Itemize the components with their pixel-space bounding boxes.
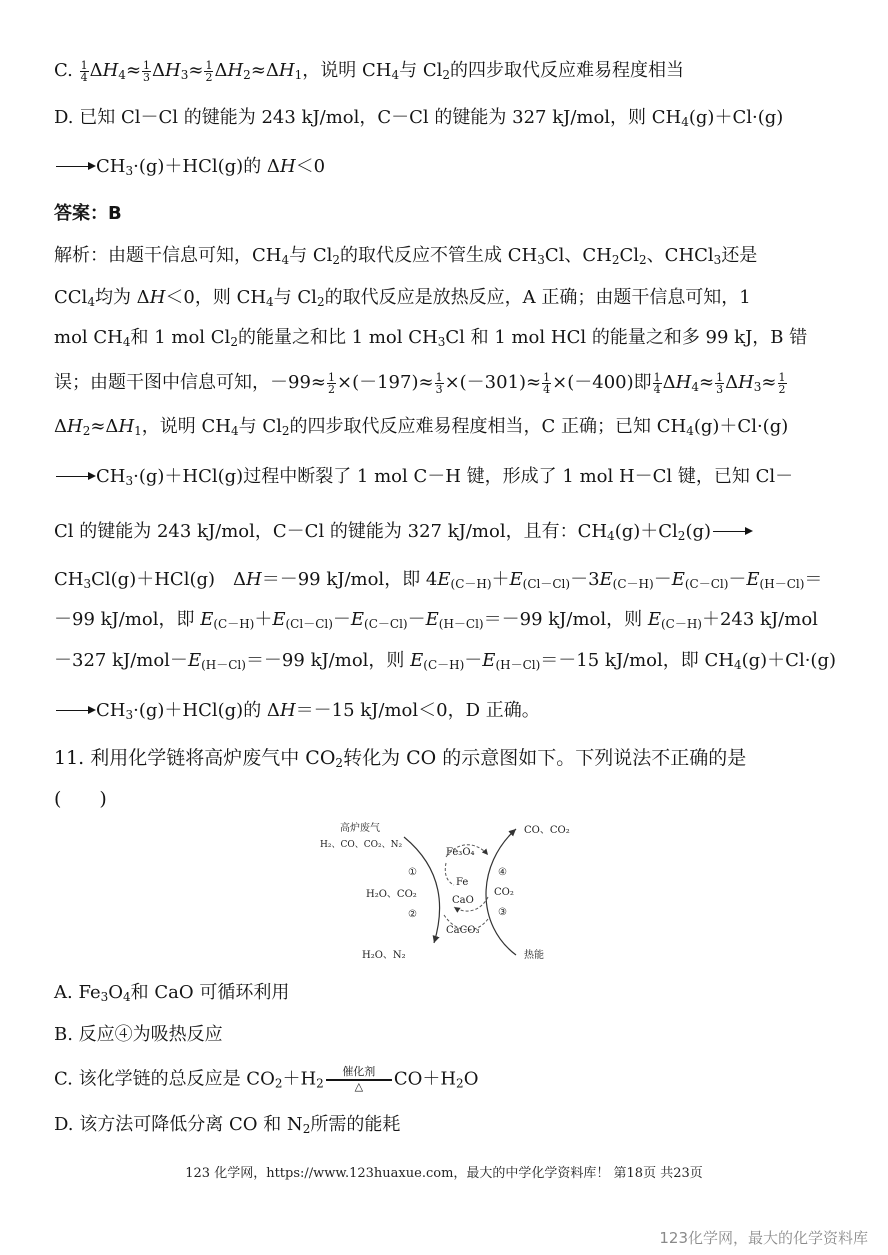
question-11-paren: ( )	[54, 788, 107, 810]
heat-label: 热能	[524, 950, 544, 961]
caco3-label: CaCO₃	[446, 925, 480, 936]
analysis-line-4: 误；由题干图中信息可知，－99≈ $\frac{1}{2}$ ×(－197)≈ $\frac{1}{3}$ ×(－301)≈ $\frac{1}{4}$ ×(－400)即 $\frac{1}{4}$ $\Delta H_4\approx$ $\frac{1}{3}$ $\Delta H_3\approx$ $\frac{1}{2}$	[54, 370, 786, 396]
h2o-n2-label: H₂O、N₂	[362, 950, 406, 961]
h2o-co2-label: H₂O、CO₂	[366, 889, 417, 900]
analysis-line-7: Cl 的键能为 243 kJ/mol，C－Cl 的键能为 327 kJ/mol，且有：$CH_4(g)+Cl_2(g)$	[54, 519, 753, 545]
reaction-2-label: ②	[408, 909, 417, 920]
analysis-line-11: $CH_3\cdot(g)+HCl(g)$的 ΔH＝－15 kJ/mol＜0，D 正确。	[54, 698, 540, 724]
chemical-chain-diagram	[316, 815, 586, 965]
question-11-stem: 11. 利用化学链将高炉废气中 $CO_2$转化为 CO 的示意图如下。下列说法不正确的是	[54, 747, 747, 770]
reaction-arrow	[56, 166, 94, 169]
reaction-4-label: ④	[498, 867, 507, 878]
option-c-prev: C. $\frac{1}{4}$ $\Delta H_4\approx$ $\frac{1}{3}$ $\Delta H_3\approx$ $\frac{1}{2}$ $\Delta H_2\approx\Delta H_1$，说明 $CH_4$与 $Cl_2$的四步取代反应难易程度相当	[54, 58, 684, 84]
analysis-line-1: 解析：由题干信息可知，$CH_4$与 $Cl_2$的取代反应不管生成 $CH_3Cl$、$CH_2Cl_2$、CHCl$_3$还是	[54, 245, 758, 267]
gas-in-label: 高炉废气	[340, 823, 380, 834]
reaction-condition: 催化剂 △	[326, 1066, 392, 1093]
option-a: A. $Fe_3O_4$和 CaO 可循环利用	[54, 982, 290, 1004]
analysis-line-2: CCl$_4$均为 ΔH＜0，则 $CH_4$与 $Cl_2$的取代反应是放热反应，A 正确；由题干信息可知，1	[54, 287, 751, 309]
option-d-prev-line1: D. 已知 Cl－Cl 的键能为 243 kJ/mol，C－Cl 的键能为 327 kJ/mol，则 $CH_4(g)+Cl\cdot(g)$	[54, 107, 784, 129]
option-d: D. 该方法可降低分离 CO 和 $N_2$所需的能耗	[54, 1114, 401, 1136]
reaction-arrow	[56, 710, 94, 713]
analysis-line-5: $\Delta H_2\approx\Delta H_1$，说明 $CH_4$与 $Cl_2$的四步取代反应难易程度相当，C 正确；已知 $CH_4(g)+Cl\cdot(g)$	[54, 416, 789, 438]
fe3o4-label: Fe₃O₄	[446, 847, 475, 858]
analysis-line-6: $CH_3\cdot(g)+HCl(g)$过程中断裂了 1 mol C－H 键，形成了 1 mol H－Cl 键，已知 Cl－	[54, 464, 793, 490]
watermark: 123化学网，最大的化学资料库	[659, 1229, 868, 1247]
reaction-arrow	[56, 476, 94, 479]
fe-label: Fe	[456, 877, 469, 888]
analysis-line-10: －327 $kJ/mol-E_{(H-Cl)}=-99$ kJ/mol，则 $E_{(C-H)}-E_{(H-Cl)}=-15$ kJ/mol，即 $CH_4(g)+Cl\cdot(g)$	[54, 650, 836, 672]
page-footer: 123 化学网，https://www.123huaxue.com，最大的中学化学资料库！ 第18页 共23页	[185, 1166, 703, 1181]
output-gas-label: CO、CO₂	[524, 825, 570, 836]
option-d-prev-line2: $CH_3\cdot(g)+HCl(g)$的 ΔH＜0	[54, 154, 325, 180]
reaction-1-label: ①	[408, 867, 417, 878]
analysis-line-3: mol $CH_4$和 1 mol $Cl_2$的能量之和比 1 mol $CH_3Cl$ 和 1 mol HCl 的能量之和多 99 kJ，B 错	[54, 327, 808, 349]
option-c: C. 该化学链的总反应是 $CO_2+H_2$ 催化剂 △ $CO+H_2O$	[54, 1065, 479, 1093]
co2-label: CO₂	[494, 887, 514, 898]
analysis-line-9: －99 kJ/mol，即 $E_{(C-H)}+E_{(Cl-Cl)}-E_{(C-Cl)}-E_{(H-Cl)}=-99$ kJ/mol，则 $E_{(C-H)}+243$ kJ/mol	[54, 609, 818, 631]
cao-label: CaO	[452, 895, 474, 906]
fe-cycle	[445, 863, 454, 885]
gas-composition: H₂、CO、CO₂、N₂	[320, 840, 403, 850]
reaction-3-label: ③	[498, 907, 507, 918]
option-b: B. 反应④为吸热反应	[54, 1024, 223, 1045]
answer: 答案：B	[54, 203, 122, 224]
reaction-arrow	[713, 531, 751, 534]
analysis-line-8: $CH_3Cl(g)+HCl(g)$ ΔH＝－99 kJ/mol，即 $4E_{(C-H)}+E_{(Cl-Cl)}-3E_{(C-H)}-E_{(C-Cl)}-E_{(H-Cl)}=$	[54, 569, 823, 591]
